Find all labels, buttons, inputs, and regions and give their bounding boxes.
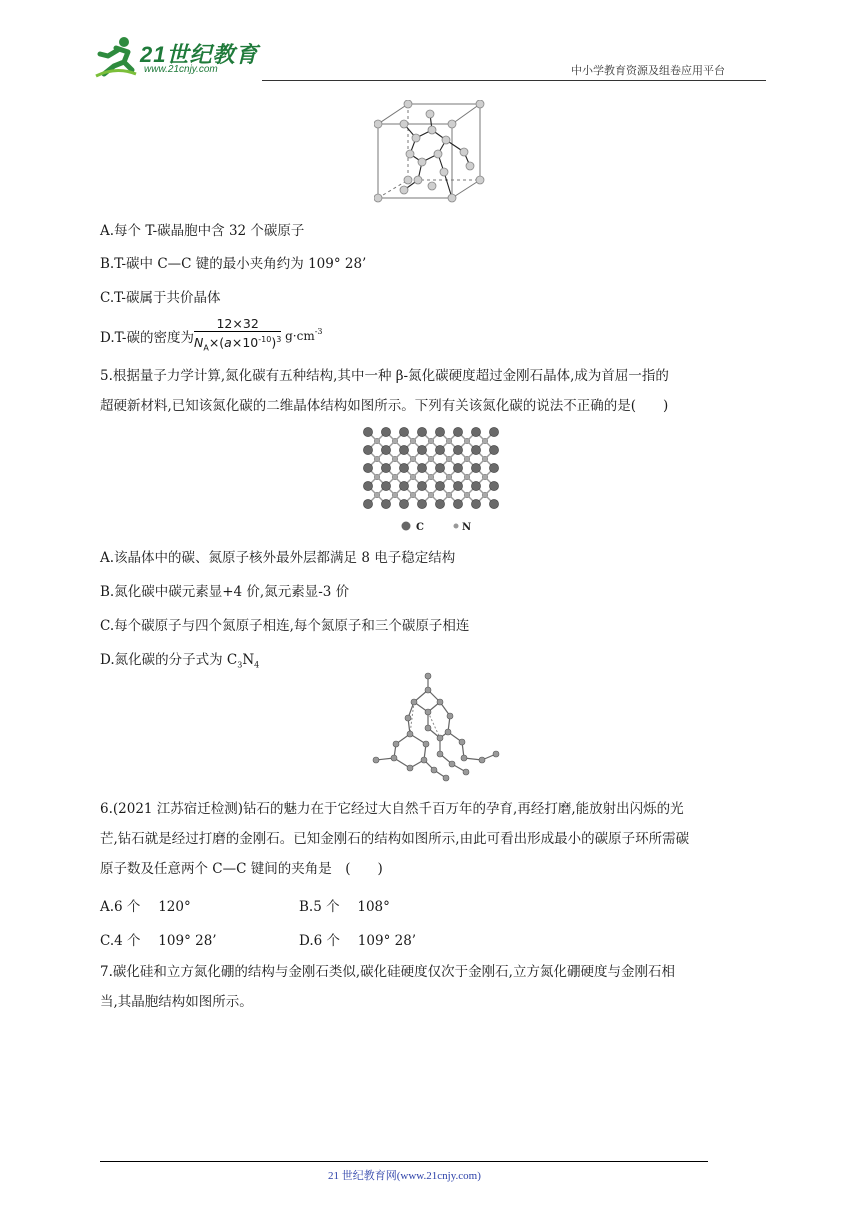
nitrogen-atom (446, 492, 452, 498)
fraction-denominator: $N_A\times(a\times 10^{-10})^3$ (193, 335, 282, 353)
q5-option-b: B.氮化碳中碳元素显+4 价,氮元素显-3 价 (100, 584, 350, 600)
carbon-atom (435, 445, 444, 454)
nitrogen-atom (464, 474, 470, 480)
q7-stem-line-1: 7.碳化硅和立方氮化硼的结构与金刚石类似,碳化硅硬度仅次于金刚石,立方氮化硼硬度与金刚石相 (100, 964, 675, 980)
nitrogen-atom (410, 438, 416, 444)
nitrogen-atom (464, 492, 470, 498)
nitrogen-atom (374, 492, 380, 498)
nitrogen-atom (464, 438, 470, 444)
carbon-atom (381, 463, 390, 472)
nitrogen-atom (392, 492, 398, 498)
carbon-atom (471, 427, 480, 436)
nitrogen-atom (428, 438, 434, 444)
q4-option-b: B.T-碳中 C—C 键的最小夹角约为 109° 28’ (100, 256, 367, 272)
nitrogen-atom (392, 456, 398, 462)
carbon-atom (399, 481, 408, 490)
carbon-atom (489, 463, 498, 472)
nitrogen-atom (482, 492, 488, 498)
nitrogen-atom (482, 456, 488, 462)
carbon-atom (471, 499, 480, 508)
carbon-atom (435, 499, 444, 508)
carbon-atom (399, 499, 408, 508)
carbon-atom (399, 427, 408, 436)
nitrogen-atom (374, 456, 380, 462)
carbon-atom (417, 463, 426, 472)
carbon-atom (381, 499, 390, 508)
q6-stem-line-2: 芒,钻石就是经过打磨的金刚石。已知金刚石的结构如图所示,由此可看出形成最小的碳原子环所需碳 (100, 831, 690, 847)
carbon-atom (453, 445, 462, 454)
logo-url-text: www.21cnjy.com (144, 64, 218, 75)
carbon-atom (471, 463, 480, 472)
q4-option-d-prefix: D.T-碳的密度为 (100, 329, 194, 346)
q5-stem (100, 361, 768, 421)
nitrogen-atom (374, 438, 380, 444)
nitrogen-atom (374, 474, 380, 480)
header-rule (262, 80, 766, 81)
carbon-atom (363, 481, 372, 490)
carbon-atom (381, 427, 390, 436)
q4-option-c: C.T-碳属于共价晶体 (100, 290, 221, 306)
q6-option-d: D.6 个 109° 28’ (299, 933, 417, 949)
carbon-atom (453, 463, 462, 472)
q5-stem-line-2: 超硬新材料,已知该氮化碳的二维晶体结构如图所示。下列有关该氮化碳的说法不正确的是( ) (100, 398, 669, 414)
t-carbon-unit-cell-figure (374, 100, 486, 206)
carbon-atom (435, 481, 444, 490)
nitrogen-atom (392, 438, 398, 444)
density-unit-exponent: -3 (314, 326, 323, 336)
carbon-atom (399, 445, 408, 454)
carbon-atom (381, 445, 390, 454)
q4-option-a: A.每个 T-碳晶胞中含 32 个碳原子 (100, 223, 305, 239)
fraction-numerator: 12×32 (194, 316, 281, 332)
carbon-atom (417, 499, 426, 508)
carbon-atom (453, 499, 462, 508)
footer-text[interactable]: 21 世纪教育网(www.21cnjy.com) (328, 1170, 481, 1182)
legend-c-dot (402, 522, 411, 531)
q6-stem-line-3: 原子数及任意两个 C—C 键间的夹角是 ( ) (100, 861, 383, 877)
carbon-nitride-lattice-figure (358, 424, 518, 536)
nitrogen-atom (464, 456, 470, 462)
q6-option-c: C.4 个 109° 28’ (100, 933, 217, 949)
legend-c-label: C (416, 522, 424, 533)
density-fraction (194, 316, 281, 356)
nitrogen-atom (410, 474, 416, 480)
q5-option-d: D.氮化碳的分子式为 $C_3N_4$ (100, 652, 260, 670)
nitrogen-atom (428, 492, 434, 498)
site-logo[interactable] (94, 34, 264, 80)
nitrogen-atom (446, 438, 452, 444)
carbon-atom (417, 481, 426, 490)
footer-rule (100, 1161, 708, 1162)
q5-option-c: C.每个碳原子与四个氮原子相连,每个氮原子和三个碳原子相连 (100, 618, 470, 634)
carbon-atom (435, 427, 444, 436)
nitrogen-atom (392, 474, 398, 480)
carbon-atom (453, 427, 462, 436)
nitrogen-atom (482, 438, 488, 444)
carbon-atom (453, 481, 462, 490)
carbon-atom (435, 463, 444, 472)
carbon-atom (417, 445, 426, 454)
carbon-atom (489, 499, 498, 508)
nitrogen-atom (446, 474, 452, 480)
nitrogen-atom (428, 474, 434, 480)
header-right-text: 中小学教育资源及组卷应用平台 (571, 64, 725, 77)
legend-n-label: N (462, 522, 472, 533)
q5-stem-line-1: 5.根据量子力学计算,氮化碳有五种结构,其中一种 β-氮化碳硬度超过金刚石晶体,成为首屈一指的 (100, 368, 669, 384)
carbon-atom (381, 481, 390, 490)
q7-stem (100, 957, 768, 1017)
carbon-atom (363, 427, 372, 436)
nitrogen-atom (482, 474, 488, 480)
nitrogen-atom (428, 456, 434, 462)
legend-n-dot (454, 524, 459, 529)
carbon-atom (471, 481, 480, 490)
q6-stem-line-1: 6.(2021 江苏宿迁检测)钻石的魅力在于它经过大自然千百万年的孕育,再经打磨,能放射出闪烁的光 (100, 801, 684, 817)
runner-logo-icon (94, 36, 138, 78)
q6-stem (100, 794, 768, 884)
carbon-atom (399, 463, 408, 472)
logo-main-text: 21世纪教育 (140, 42, 259, 67)
carbon-atom (363, 445, 372, 454)
q6-option-a: A.6 个 120° (100, 899, 191, 915)
nitrogen-atom (410, 456, 416, 462)
q7-stem-line-2: 当,其晶胞结构如图所示。 (100, 994, 253, 1010)
carbon-atom (363, 463, 372, 472)
carbon-atom (489, 427, 498, 436)
nitrogen-atom (410, 492, 416, 498)
carbon-atom (489, 445, 498, 454)
q6-option-b: B.5 个 108° (299, 899, 390, 915)
q4-option-d (100, 316, 323, 356)
q5-option-a: A.该晶体中的碳、氮原子核外最外层都满足 8 电子稳定结构 (100, 550, 456, 566)
density-unit: g·cm (281, 328, 315, 343)
carbon-atom (363, 499, 372, 508)
nitrogen-atom (446, 456, 452, 462)
diamond-structure-figure (370, 668, 510, 786)
carbon-atom (489, 481, 498, 490)
carbon-atom (471, 445, 480, 454)
carbon-atom (417, 427, 426, 436)
